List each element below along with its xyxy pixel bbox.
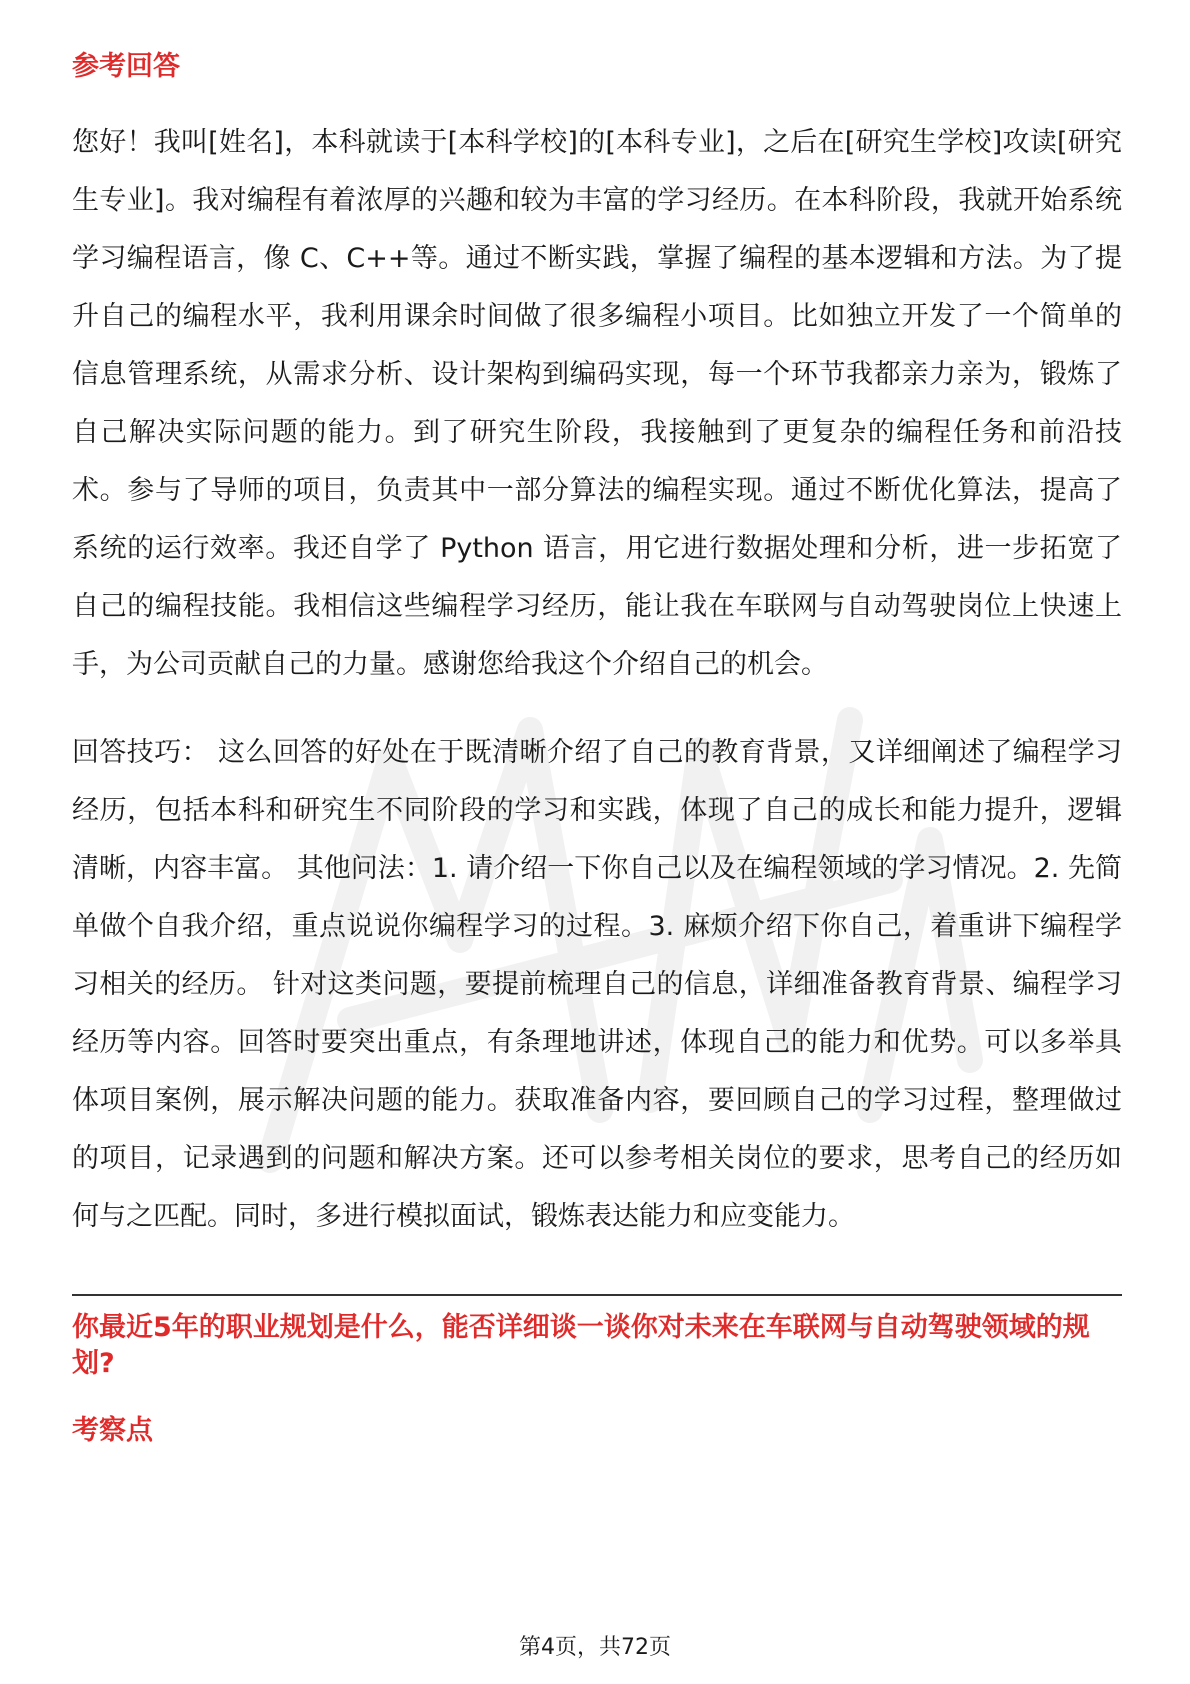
section-divider [72,1294,1122,1296]
reference-answer-heading: 参考回答 [72,51,180,82]
next-question-title: 你最近5年的职业规划是什么，能否详细谈一谈你对未来在车联网与自动驾驶领域的规划? [72,1312,1090,1379]
inspection-point-heading: 考察点 [72,1415,153,1446]
page-number-footer: 第4页，共72页 [519,1635,671,1660]
reference-answer-text: 您好！我叫[姓名]，本科就读于[本科学校]的[本科专业]，之后在[研究生学校]攻读[研究生专业]。我对编程有着浓厚的兴趣和较为丰富的学习经历。在本科阶段，我就开始系统学习编程语言，像 C、C++等。通过不断实践，掌握了编程的基本逻辑和方法。为了提升自己的编程水平，我利用课余时间做了很多编程小项目。比如独立开发了一个简单的信息管理系统，从需求分析、设计架构到编码实现，每一个环节我都亲力亲为，锻炼了自己解决实际问题的能力。到了研究生阶段，我接触到了更复杂的编程任务和前沿技术。参与了导师的项目，负责其中一部分算法的编程实现。通过不断优化算法，提高了系统的运行效率。我还自学了 Python 语言，用它进行数据处理和分析，进一步拓宽了自己的编程技能。我相信这些编程学习经历，能让我在车联网与自动驾驶岗位上快速上手，为公司贡献自己的力量。感谢您给我这个介绍自己的机会。 [72,127,1122,680]
answer-tips-text: 回答技巧： 这么回答的好处在于既清晰介绍了自己的教育背景，又详细阐述了编程学习经历，包括本科和研究生不同阶段的学习和实践，体现了自己的成长和能力提升，逻辑清晰，内容丰富。 其他问法：1. 请介绍一下你自己以及在编程领域的学习情况。2. 先简单做个自我介绍，重点说说你编程学习的过程。3. 麻烦介绍下你自己，着重讲下编程学习相关的经历。 针对这类问题，要提前梳理自己的信息，详细准备教育背景、编程学习经历等内容。回答时要突出重点，有条理地讲述，体现自己的能力和优势。可以多举具体项目案例，展示解决问题的能力。获取准备内容，要回顾自己的学习过程，整理做过的项目，记录遇到的问题和解决方案。还可以参考相关岗位的要求，思考自己的经历如何与之匹配。同时，多进行模拟面试，锻炼表达能力和应变能力。 [72,737,1122,1232]
document-page [72,48,1122,1450]
